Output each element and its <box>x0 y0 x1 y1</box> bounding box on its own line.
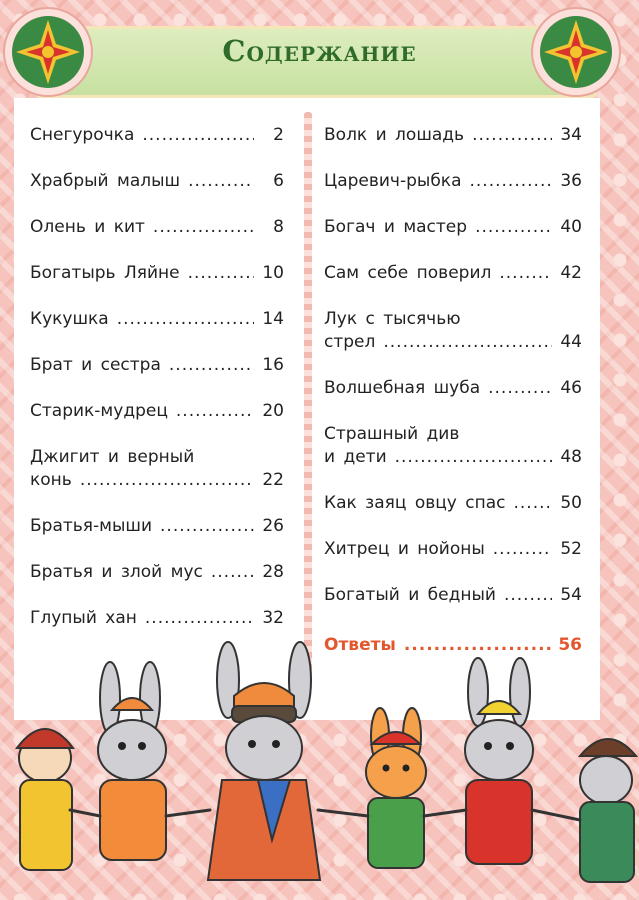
entry-page: 14 <box>262 309 284 329</box>
entry-title: Волшебная шуба <box>324 378 481 398</box>
leader-dots <box>470 170 553 193</box>
toc-entry[interactable] <box>324 216 582 239</box>
leader-dots <box>169 354 254 377</box>
entry-page: 48 <box>560 447 582 467</box>
toc-entry[interactable] <box>324 308 582 354</box>
entry-title: Брат и сестра <box>30 355 161 375</box>
entry-title: Братья-мыши <box>30 516 153 536</box>
entry-title: Сам себе поверил <box>324 263 492 283</box>
leader-dots <box>504 584 552 607</box>
entry-title: Богатырь Ляйне <box>30 263 180 283</box>
leader-dots <box>188 170 254 193</box>
entry-page: 8 <box>273 217 284 237</box>
toc-entry[interactable] <box>30 216 284 239</box>
toc-entry[interactable] <box>324 584 582 607</box>
entry-title-continued: стрел <box>324 332 376 352</box>
entry-page: 22 <box>262 470 284 490</box>
toc-entry[interactable] <box>324 377 582 400</box>
entry-page: 46 <box>560 378 582 398</box>
character-bunny-3 <box>366 708 426 868</box>
toc-entry[interactable] <box>30 561 284 584</box>
toc-entry[interactable] <box>30 607 284 630</box>
toc-entry[interactable] <box>324 492 582 515</box>
leader-dots <box>383 331 552 354</box>
leader-dots <box>493 538 552 561</box>
character-right-boy <box>580 739 636 882</box>
page-title: Содержание <box>222 34 417 68</box>
entry-title: Царевич-рыбка <box>324 171 462 191</box>
entry-page: 2 <box>273 125 284 145</box>
leader-dots <box>160 515 254 538</box>
entry-title: Ответы <box>324 635 396 655</box>
entry-title: Волк и лошадь <box>324 125 465 145</box>
toc-entry[interactable] <box>30 170 284 193</box>
entry-title: Богач и мастер <box>324 217 468 237</box>
toc-entry[interactable] <box>324 124 582 147</box>
leader-dots <box>475 216 552 239</box>
leader-dots <box>514 492 553 515</box>
entry-title: Как заяц овцу спас <box>324 493 506 513</box>
entry-page: 36 <box>560 171 582 191</box>
leader-dots <box>499 262 552 285</box>
entry-page: 26 <box>262 516 284 536</box>
toc-entry[interactable] <box>324 423 582 469</box>
entry-title: Лук с тысячью <box>324 309 461 329</box>
leader-dots <box>472 124 552 147</box>
entry-title: Джигит и верный <box>30 447 195 467</box>
toc-entry[interactable] <box>30 446 284 492</box>
leader-dots <box>188 262 254 285</box>
entry-page: 40 <box>560 217 582 237</box>
column-divider <box>304 112 312 672</box>
illustration <box>0 640 639 900</box>
entry-title: Хитрец и нойоны <box>324 539 485 559</box>
entry-page: 34 <box>560 125 582 145</box>
leader-dots <box>153 216 254 239</box>
toc-entry[interactable] <box>30 308 284 331</box>
entry-page: 10 <box>262 263 284 283</box>
leader-dots <box>117 308 254 331</box>
character-bunny-4 <box>465 658 533 864</box>
entry-page: 32 <box>262 608 284 628</box>
leader-dots <box>488 377 552 400</box>
toc-entry[interactable] <box>30 124 284 147</box>
leader-dots <box>145 607 254 630</box>
toc-entry[interactable] <box>30 354 284 377</box>
entry-title: Страшный див <box>324 424 460 444</box>
character-left-girl <box>17 729 73 870</box>
entry-title: Снегурочка <box>30 125 135 145</box>
entry-title: Глупый хан <box>30 608 137 628</box>
entry-page: 52 <box>560 539 582 559</box>
leader-dots <box>142 124 254 147</box>
entry-page: 20 <box>262 401 284 421</box>
entry-page: 56 <box>558 635 582 655</box>
leader-dots <box>211 561 254 584</box>
entry-page: 6 <box>273 171 284 191</box>
toc-entry[interactable] <box>30 262 284 285</box>
toc-entry[interactable] <box>30 400 284 423</box>
character-bunny-2 <box>208 642 320 880</box>
leader-dots <box>395 446 552 469</box>
entry-page: 54 <box>560 585 582 605</box>
entry-page: 50 <box>560 493 582 513</box>
entry-page: 28 <box>262 562 284 582</box>
entry-page: 16 <box>262 355 284 375</box>
entry-title: Богатый и бедный <box>324 585 496 605</box>
entry-title: Кукушка <box>30 309 109 329</box>
entry-title: Братья и злой мус <box>30 562 203 582</box>
leader-dots <box>176 400 254 423</box>
entry-title: Олень и кит <box>30 217 145 237</box>
toc-entry[interactable] <box>324 538 582 561</box>
entry-title: Старик-мудрец <box>30 401 168 421</box>
character-bunny-1 <box>98 662 166 860</box>
entry-title-continued: конь <box>30 470 72 490</box>
entry-title: Храбрый малыш <box>30 171 181 191</box>
toc-entry[interactable] <box>324 262 582 285</box>
leader-dots <box>80 469 254 492</box>
toc-entry[interactable] <box>30 515 284 538</box>
toc-entry[interactable] <box>324 170 582 193</box>
entry-page: 44 <box>560 332 582 352</box>
entry-title-continued: и дети <box>324 447 387 467</box>
entry-page: 42 <box>560 263 582 283</box>
